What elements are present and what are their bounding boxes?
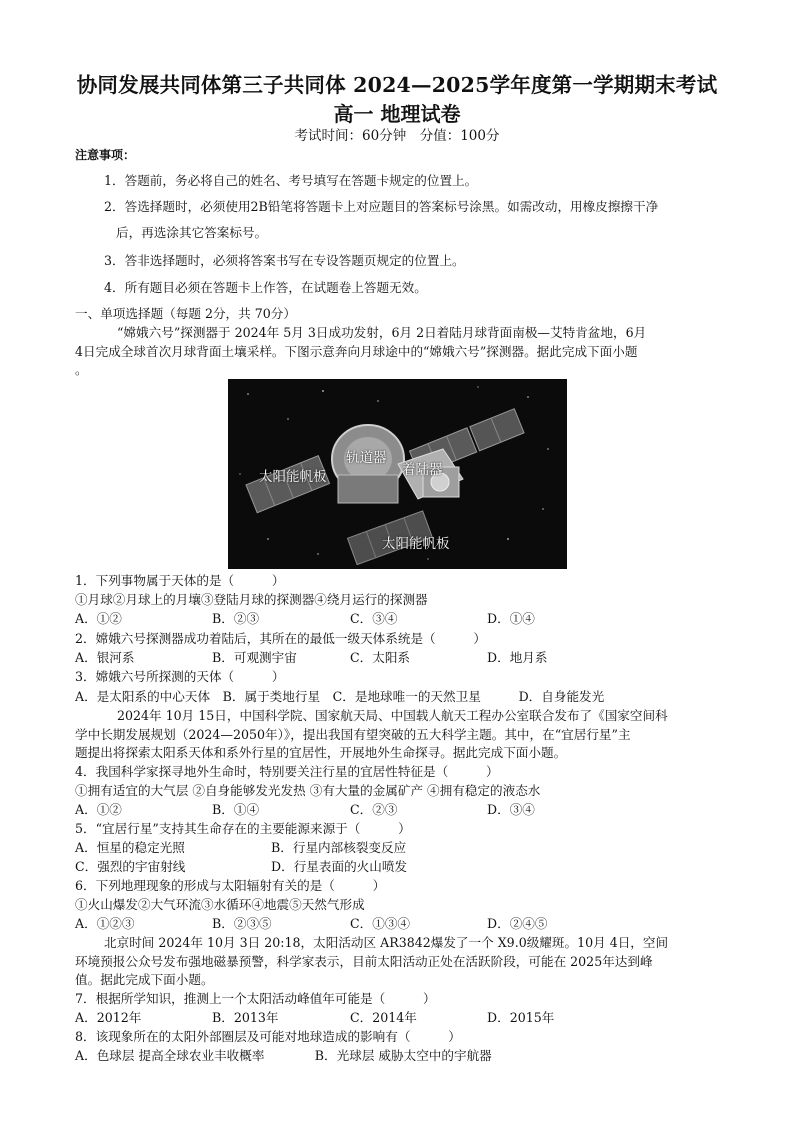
passage2-line3: 题提出将探索太阳系天体和系外行星的宜居性，开展地外生命探寻。据此完成下面小题。 <box>75 745 567 760</box>
notice-item-3: 3．答非选择题时，必须将答案书写在专设答题页规定的位置上。 <box>104 253 465 268</box>
notice-item-2: 2．答选择题时，必须使用2B铅笔将答题卡上对应题目的答案标号涂黑。如需改动，用橡皮擦擦干净 <box>104 199 659 214</box>
q6-option-b: B．②③⑤ <box>212 916 272 931</box>
q3-stem: 3．嫦娥六号所探测的天体（ ） <box>75 669 285 684</box>
passage3-line3: 值。据此完成下面小题。 <box>75 972 214 987</box>
notice-item-1: 1．答题前，务必将自己的姓名、考号填写在答题卡规定的位置上。 <box>104 173 478 188</box>
q6-sub: ①火山爆发②大气环流③水循环④地震⑤天然气形成 <box>75 897 365 912</box>
exam-info: 考试时间：60分钟 分值：100分 <box>294 128 500 144</box>
q7-stem: 7．根据所学知识，推测上一个太阳活动峰值年可能是（ ） <box>75 991 436 1006</box>
q1-option-d: D．①④ <box>487 611 535 626</box>
q5-options-row1 <box>75 839 715 857</box>
q2-stem: 2．嫦娥六号探测器成功着陆后，其所在的最低一级天体系统是（ ） <box>75 631 487 646</box>
q4-option-b: B．①④ <box>212 802 260 817</box>
q1-options <box>75 610 715 628</box>
passage1-line1: “嫦娥六号”探测器于 2024年 5月 3日成功发射，6月 2日着陆月球背面南极—艾特肯盆地，6月 <box>117 325 647 340</box>
q1-stem: 1．下列事物属于天体的是（ ） <box>75 573 285 588</box>
q6-option-d: D．②④⑤ <box>487 916 548 931</box>
q7-option-b: B．2013年 <box>212 1010 279 1025</box>
q2-option-d: D．地月系 <box>487 650 548 665</box>
chang-e-6-probe-image <box>228 379 567 569</box>
q4-option-a: A．①② <box>75 802 122 817</box>
q4-sub: ①拥有适宜的大气层 ②自身能够发光发热 ③有大量的金属矿产 ④拥有稳定的液态水 <box>75 783 541 798</box>
q2-option-a: A．银河系 <box>75 650 135 665</box>
q6-option-c: C．①③④ <box>350 916 411 931</box>
label-solar-panel-left: 太阳能帆板 <box>259 469 327 485</box>
q1-option-a: A．①② <box>75 611 122 626</box>
q5-option-d: D．行星表面的火山喷发 <box>271 859 408 874</box>
q1-sub: ①月球②月球上的月壤③登陆月球的探测器④绕月运行的探测器 <box>75 592 428 607</box>
q2-option-c: C．太阳系 <box>350 650 411 665</box>
q6-option-a: A．①②③ <box>75 916 135 931</box>
section-heading: 一、单项选择题（每题 2分，共 70分） <box>75 306 296 321</box>
passage2-line2: 学中长期发展规划（2024—2050年）》，提出我国有望突破的五大科学主题。其中，在“宜居行星”主 <box>75 727 631 742</box>
passage2-line1: 2024年 10月 15日，中国科学院、国家航天局、中国载人航天工程办公室联合发布了《国家空间科 <box>117 708 668 723</box>
q4-option-c: C．②③ <box>350 802 398 817</box>
exam-title: 协同发展共同体第三子共同体 2024—2025学年度第一学期期末考试 <box>76 73 718 97</box>
passage3-line2: 环境预报公众号发布强地磁暴预警，科学家表示，目前太阳活动正处在活跃阶段，可能在 2025年达到峰 <box>75 954 653 969</box>
q1-option-c: C．③④ <box>350 611 398 626</box>
q4-options <box>75 801 715 819</box>
q6-stem: 6．下列地理现象的形成与太阳辐射有关的是（ ） <box>75 878 386 893</box>
passage1-line2: 4日完成全球首次月球背面土壤采样。下图示意奔向月球途中的“嫦娥六号”探测器。据此完成下面小题 <box>75 344 638 359</box>
label-lander: 着陆器 <box>402 462 443 478</box>
q5-option-b: B．行星内部核裂变反应 <box>271 840 407 855</box>
passage1-line3: 。 <box>75 362 88 377</box>
q7-option-c: C．2014年 <box>350 1010 417 1025</box>
q8-stem: 8．该现象所在的太阳外部圈层及可能对地球造成的影响有（ ） <box>75 1029 461 1044</box>
q4-option-d: D．③④ <box>487 802 535 817</box>
notice-item-4: 4．所有题目必须在答题卡上作答，在试题卷上答题无效。 <box>104 280 427 295</box>
q4-stem: 4．我国科学家探寻地外生命时，特别要关注行星的宜居性特征是（ ） <box>75 764 499 779</box>
notice-item-2-cont: 后，再选涂其它答案标号。 <box>116 225 268 240</box>
q5-stem: 5．“宜居行星”支持其生命存在的主要能源来源于（ ） <box>75 821 411 836</box>
q5-option-c: C．强烈的宇宙射线 <box>75 859 186 874</box>
q1-option-b: B．②③ <box>212 611 260 626</box>
label-solar-panel-bottom: 太阳能帆板 <box>382 536 450 552</box>
q7-option-a: A．2012年 <box>75 1010 142 1025</box>
q3-options: A．是太阳系的中心天体 B．属于类地行星 C．是地球唯一的天然卫星 D．自身能发光 <box>75 689 605 704</box>
passage3-line1: 北京时间 2024年 10月 3日 20:18，太阳活动区 AR3842爆发了一个 X9.0级耀斑。10月 4日，空间 <box>104 935 669 950</box>
label-orbiter: 轨道器 <box>346 450 387 466</box>
q5-option-a: A．恒星的稳定光照 <box>75 840 185 855</box>
exam-subtitle: 高一 地理试卷 <box>333 102 461 126</box>
q7-option-d: D．2015年 <box>487 1010 555 1025</box>
q8-options: A．色球层 提高全球农业丰收概率 B．光球层 威胁太空中的宇航器 <box>75 1048 492 1063</box>
q7-options <box>75 1009 715 1027</box>
notice-heading: 注意事项： <box>75 148 136 162</box>
q2-option-b: B．可观测宇宙 <box>212 650 297 665</box>
q6-options <box>75 915 715 933</box>
q5-options-row2 <box>75 858 715 876</box>
q2-options <box>75 649 715 667</box>
